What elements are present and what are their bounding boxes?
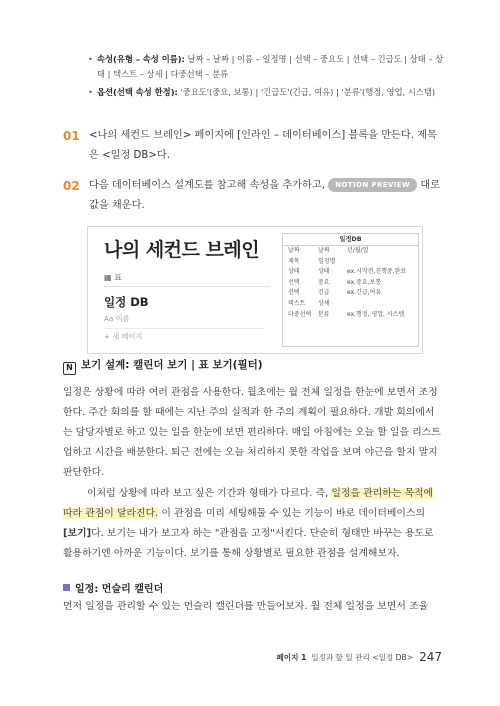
schema-type-cell: 텍스트 xyxy=(288,299,306,307)
schema-row xyxy=(283,310,418,321)
table-view-label xyxy=(104,272,122,283)
schema-type-cell: 상태 xyxy=(288,268,300,276)
schema-title: 일정DB xyxy=(283,234,418,246)
paragraph-2 xyxy=(63,484,441,564)
schema-name-cell: 상세 xyxy=(318,299,330,307)
schema-name-cell: 긴급 xyxy=(318,289,330,297)
page-footer xyxy=(276,650,442,664)
section-heading-text: 보기 설계: 캘린더 보기 | 표 보기(필터) xyxy=(81,359,263,371)
bullet-text: '중요도'(중요, 보통) | '긴급도'(긴급, 여유) | '분류'(행정, 영업, 시스템) xyxy=(180,87,436,97)
database-title: 일정 DB xyxy=(104,295,149,309)
square-bullet-icon xyxy=(63,584,70,591)
section-heading xyxy=(63,357,263,375)
page-number: 247 xyxy=(419,650,442,664)
schema-row xyxy=(283,278,418,289)
notion-preview-badge: NOTION PREVIEW xyxy=(328,178,417,192)
schema-value-cell: ex.시작전,진행중,완료 xyxy=(347,268,407,276)
sub-heading-text: 일정: 먼슬리 캘린더 xyxy=(75,584,164,595)
bold-term: [보기] xyxy=(63,528,92,539)
step-number: 02 xyxy=(63,179,80,193)
step-text-after: 대로 값을 채운다. xyxy=(89,180,440,211)
schema-rows xyxy=(283,246,418,320)
schema-value-cell: 년/월/일 xyxy=(347,247,369,254)
footer-title: 일정과 할 일 관리 <일정 DB> xyxy=(311,653,414,662)
schema-row xyxy=(283,267,418,278)
divider xyxy=(104,286,270,287)
paragraph-1: 일정은 상황에 따라 여러 관점을 사용한다. 월초에는 월 전체 일정을 한눈에 보면서 조정한다. 주간 회의를 할 때에는 지난 주의 실적과 한 주의 계획이 필요하다. 개발 회의에서는 담당자별로 하고 있는 일을 한눈에 보면 편리하다. 매일 아침에는 오늘 할 일을 리스트업하고 시간을 배분한다. 퇴근 전에는 오늘 처리하지 못한 작업을 보며 야근을 할지 말지 판단한다. xyxy=(63,387,441,478)
schema-value-cell: ex.행정, 영업, 시스템 xyxy=(347,310,405,318)
schema-name-cell: 분류 xyxy=(318,310,330,318)
step-01 xyxy=(63,126,441,166)
paragraph-3: 먼저 일정을 관리할 수 있는 먼슬리 캘린더를 만들어보자. 월 전체 일정을 보면서 조율 xyxy=(63,601,429,612)
paragraph-text: 이처럼 상황에 따라 보고 싶은 기간과 형태가 다르다. 즉, xyxy=(87,488,332,499)
bullet-properties xyxy=(88,52,448,82)
table-icon: ▦ xyxy=(104,273,112,282)
schema-type-cell: 선택 xyxy=(288,278,300,286)
schema-type-cell: 다중선택 xyxy=(288,310,312,318)
notion-preview-figure xyxy=(87,226,423,354)
name-property-header: Aa 이름 xyxy=(104,314,130,323)
paragraph-text: 이 관점을 미리 세팅해둘 수 있는 기능이 바로 데이터베이스의 xyxy=(158,508,426,519)
page-title: 나의 세컨드 브레인 xyxy=(104,239,260,261)
new-page-row: + 새 페이지 xyxy=(104,328,264,342)
bullet-text: 날짜 – 날짜 | 이름 – 일정명 | 선택 – 중요도 | 선택 – 긴급도 | 상태 – 상태 | 텍스트 – 상세 | 다중선택 – 분류 xyxy=(97,54,444,79)
step-02 xyxy=(63,176,441,216)
step-number: 01 xyxy=(63,129,80,143)
schema-row xyxy=(283,299,418,310)
property-bullet-list xyxy=(88,52,448,103)
bullet-label: 속성(유형 – 속성 이름): xyxy=(97,54,185,64)
footer-chapter: 페이지 1 xyxy=(276,653,307,662)
sub-heading xyxy=(63,580,163,595)
notion-icon: N xyxy=(63,362,76,375)
notion-page-preview xyxy=(88,227,278,353)
schema-value-cell: ex.긴급,여유 xyxy=(347,289,382,297)
schema-name-cell: 상태 xyxy=(318,268,330,276)
schema-type-cell: 선택 xyxy=(288,289,300,297)
step-text-before: 다음 데이터베이스 설계도를 참고해 속성을 추가하고, xyxy=(89,180,325,191)
schema-type-cell: 날짜 xyxy=(288,247,300,254)
highlighted-text: 일정을 관리하는 목적에 따라 관점이 달라진다. xyxy=(63,488,434,519)
schema-name-cell: 일정명 xyxy=(318,257,336,265)
step-text xyxy=(63,176,441,216)
database-schema-table xyxy=(282,233,419,347)
schema-type-cell: 제목 xyxy=(288,257,300,265)
schema-row xyxy=(283,257,418,268)
schema-row xyxy=(283,246,418,257)
schema-name-cell: 중요 xyxy=(318,278,330,286)
step-text: <나의 세컨드 브레인> 페이지에 [인라인 – 데이터베이스] 블록을 만든다. 제목은 <일정 DB>다. xyxy=(89,130,437,161)
bullet-label: 옵션(선택 속성 한정): xyxy=(97,87,178,97)
paragraph-text: 다. 보기는 내가 보고자 하는 "관점을 고정"시킨다. 단순히 형태만 바꾸는 용도로 활용하기엔 아까운 기능이다. 보기를 통해 상황별로 필요한 관점을 설계해보자. xyxy=(63,528,434,559)
table-label: 표 xyxy=(114,273,122,282)
schema-value-cell: ex.중요,보통 xyxy=(347,278,382,286)
bullet-options xyxy=(88,85,448,100)
schema-name-cell: 날짜 xyxy=(318,247,330,254)
schema-row xyxy=(283,288,418,299)
